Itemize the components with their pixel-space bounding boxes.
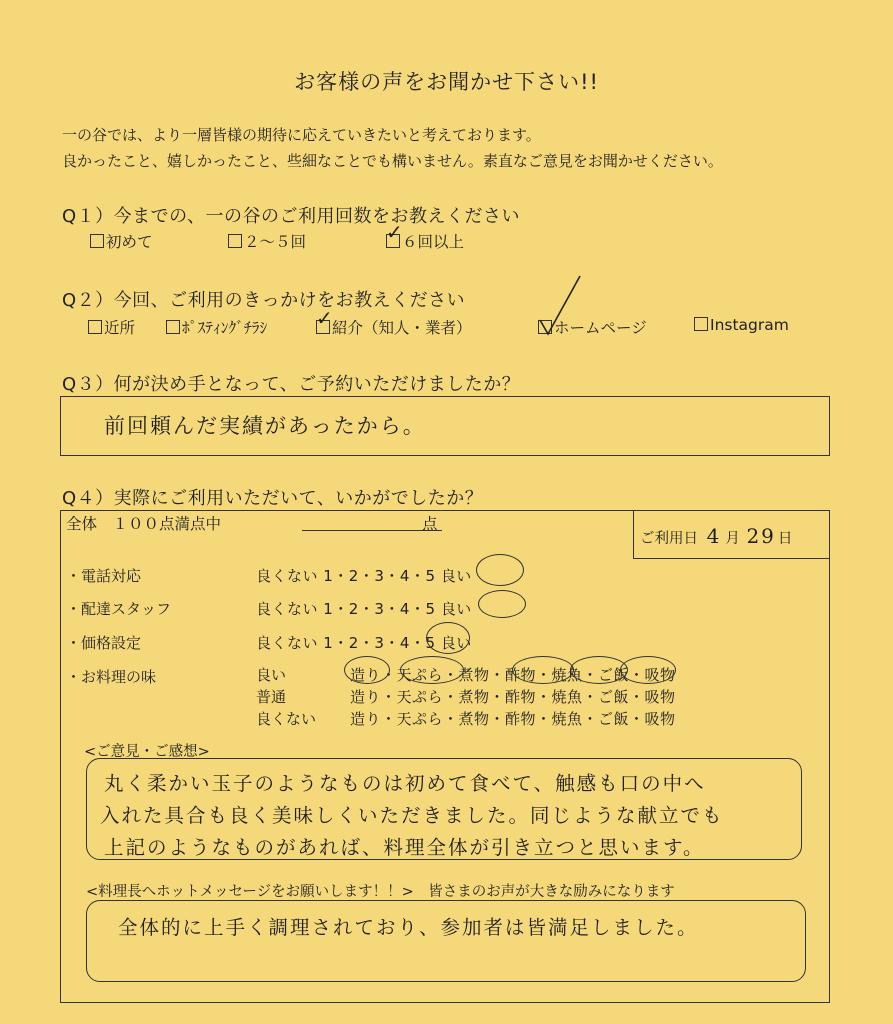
checkmark-icon: ✓ <box>386 220 403 244</box>
comment-line-2: 入れた具合も良く美味しくいただきました。同じような献立でも <box>100 804 724 827</box>
q3-question: Q３）何が決め手となって、ご予約いただけましたか？ <box>62 374 521 395</box>
q2-option-homepage[interactable]: ホームページ <box>538 316 647 338</box>
checkbox-icon <box>694 317 708 331</box>
selection-circle <box>512 656 574 684</box>
selection-circle <box>476 554 524 586</box>
page-title: お客様の声をお聞かせ下さい!! <box>294 70 599 94</box>
comments-heading: <ご意見・ご感想> <box>84 744 210 760</box>
taste-level-bad: 良くない <box>256 710 317 728</box>
taste-level-good: 良い <box>256 666 287 684</box>
q2-option-flyer[interactable]: ﾎﾟｽﾃｨﾝｸﾞﾁﾗｼ <box>166 316 267 338</box>
bottom-frame <box>60 850 830 1003</box>
checkbox-icon <box>166 320 180 334</box>
q3-answer: 前回頼んだ実績があったから。 <box>104 414 426 438</box>
intro-line-1: 一の谷では、より一層皆様の期待に応えていきたいと考えております。 <box>62 126 541 144</box>
checkbox-icon <box>90 234 104 248</box>
taste-items-good[interactable]: 造り・天ぷら・煮物・酢物・焼魚・ご飯・吸物 <box>350 666 676 684</box>
q2-question: Q２）今回、ご利用のきっかけをお教えください <box>62 290 466 311</box>
usage-date: ご利用日 4 月 29 日 <box>640 524 793 548</box>
q2-option-instagram[interactable]: Instagram <box>694 316 789 334</box>
checkbox-icon <box>228 234 242 248</box>
q1-option-6-plus[interactable]: ６回以上 <box>386 230 464 252</box>
rating-label-delivery: ・配達スタッフ <box>66 600 172 618</box>
overall-score-label: 全体 １００点満点中 <box>66 515 222 533</box>
comment-line-1: 丸く柔かい玉子のようなものは初めて食べて、触感も口の中へ <box>104 772 706 795</box>
rating-label-price: ・価格設定 <box>66 634 142 652</box>
q1-question: Q１）今までの、一の谷のご利用回数をお教えください <box>62 206 520 227</box>
q4-question: Q４）実際にご利用いただいて、いかがでしたか？ <box>62 488 484 509</box>
usage-date-day: 29 <box>746 524 776 548</box>
overall-score-input[interactable] <box>302 530 442 531</box>
selection-circle <box>344 656 390 684</box>
q2-option-neighborhood[interactable]: 近所 <box>88 316 135 338</box>
comment-line-3: 上記のようなものがあれば、料理全体が引き立つと思います。 <box>104 836 705 859</box>
q1-option-2-5[interactable]: ２～５回 <box>228 230 306 252</box>
selection-circle <box>426 622 470 654</box>
checkmark-icon: ✓ <box>316 306 333 330</box>
rating-scale-delivery[interactable]: 良くない 1・2・3・4・5 良い <box>256 600 472 618</box>
intro-line-2: 良かったこと、嬉しかったこと、些細なことでも構いません。素直なご意見をお聞かせください。 <box>62 152 723 170</box>
selection-circle <box>620 656 676 684</box>
selection-circle <box>400 656 464 684</box>
q2-option-referral[interactable]: 紹介（知人・業者） <box>316 316 472 338</box>
chef-message: 全体的に上手く調理されており、参加者は皆満足しました。 <box>118 916 699 939</box>
checkmark-icon <box>536 270 586 340</box>
checkbox-icon <box>88 320 102 334</box>
rating-scale-phone[interactable]: 良くない 1・2・3・4・5 良い <box>256 567 472 585</box>
taste-label: ・お料理の味 <box>66 668 157 686</box>
selection-circle <box>478 590 526 618</box>
rating-scale-price[interactable]: 良くない 1・2・3・4・5 良い <box>256 634 472 652</box>
usage-date-month: 4 <box>706 524 722 548</box>
taste-level-average: 普通 <box>256 688 287 706</box>
taste-items-average[interactable]: 造り・天ぷら・煮物・酢物・焼魚・ご飯・吸物 <box>350 688 676 706</box>
taste-items-bad[interactable]: 造り・天ぷら・煮物・酢物・焼魚・ご飯・吸物 <box>350 710 676 728</box>
rating-label-phone: ・電話対応 <box>66 567 142 585</box>
overall-score-unit: 点 <box>422 515 438 533</box>
q1-option-first[interactable]: 初めて <box>90 230 153 252</box>
chef-message-heading: <料理長へホットメッセージをお願いします！！> 皆さまのお声が大きな励みになります <box>86 884 675 900</box>
